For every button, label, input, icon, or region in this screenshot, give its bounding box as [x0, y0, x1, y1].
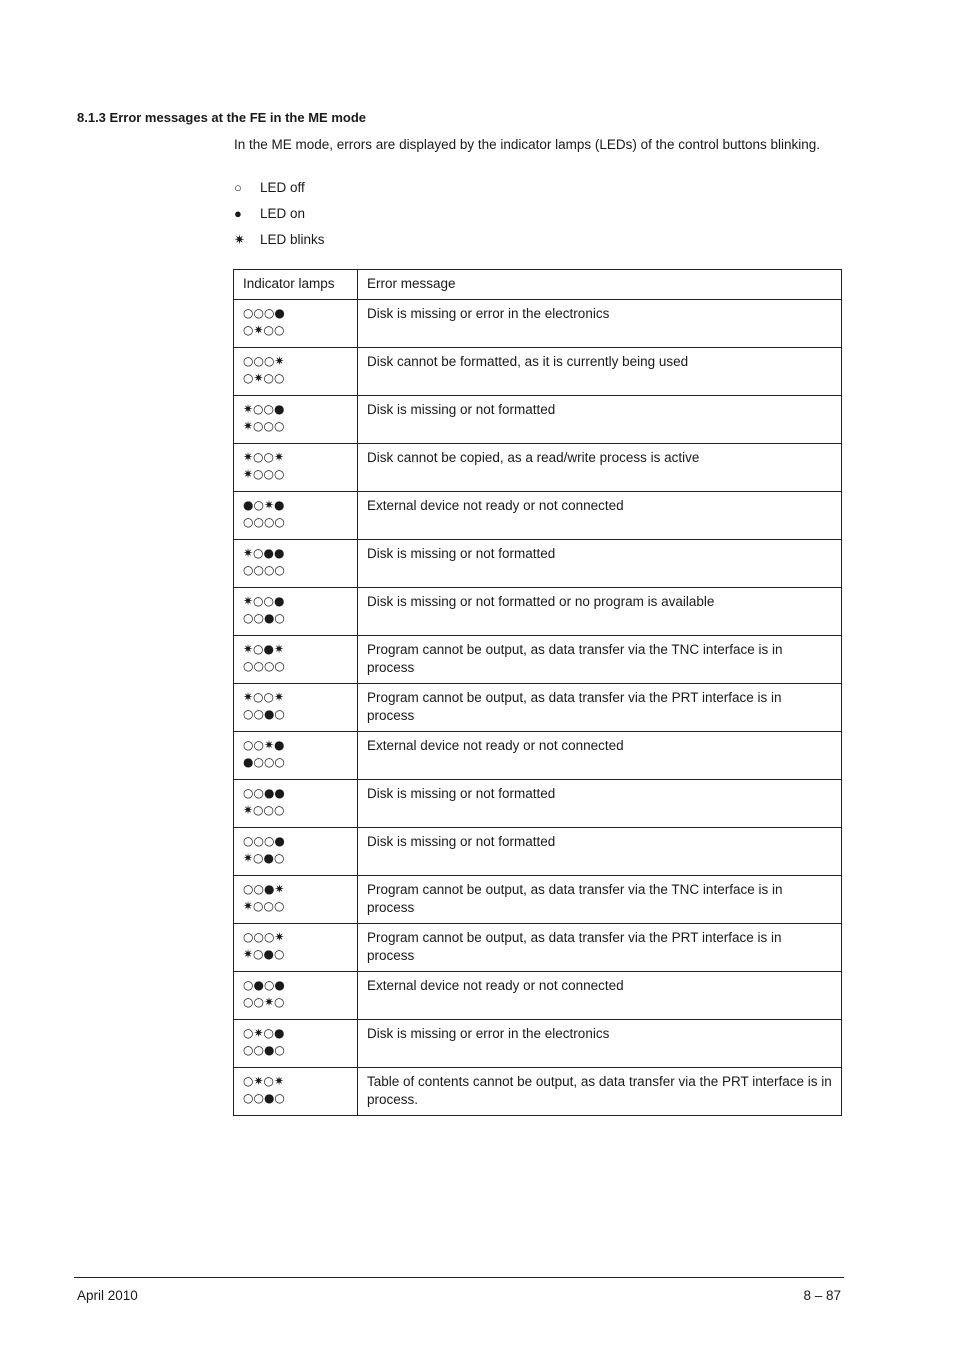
error-message-cell: External device not ready or not connected: [358, 732, 842, 780]
led-blink-icon: ✷: [234, 232, 245, 247]
table-row: [234, 972, 842, 1020]
error-message-cell: Disk is missing or not formatted: [358, 780, 842, 828]
table-row: [234, 540, 842, 588]
legend-item-off: [234, 178, 325, 204]
table-row: [234, 732, 842, 780]
error-message-cell: Program cannot be output, as data transfer via the TNC interface is in process: [358, 636, 842, 684]
lamp-pattern-top: ○○○✷: [243, 930, 285, 944]
error-message-cell: Disk is missing or not formatted: [358, 396, 842, 444]
error-message-cell: Program cannot be output, as data transfer via the PRT interface is in process: [358, 684, 842, 732]
table-row: [234, 588, 842, 636]
indicator-lamps-cell: [234, 684, 358, 732]
table-header-row: [234, 270, 842, 300]
table-row: [234, 876, 842, 924]
lamp-pattern-bottom: ○○○○: [243, 515, 285, 529]
table-row: [234, 444, 842, 492]
table-row: [234, 1068, 842, 1116]
error-message-table: [233, 269, 842, 1116]
indicator-lamps-cell: [234, 828, 358, 876]
legend-label: LED on: [260, 206, 306, 221]
table-row: [234, 396, 842, 444]
led-legend: [234, 178, 325, 256]
lamp-pattern-bottom: ○○✷○: [243, 995, 285, 1009]
lamp-pattern-top: ○○○✷: [243, 354, 285, 368]
indicator-lamps-cell: [234, 780, 358, 828]
table-row: [234, 828, 842, 876]
indicator-lamps-cell: [234, 492, 358, 540]
lamp-pattern-top: ○✷○✷: [243, 1074, 285, 1088]
lamp-pattern-top: ✷○○✷: [243, 450, 285, 464]
error-message-cell: Disk is missing or not formatted: [358, 540, 842, 588]
table-row: [234, 924, 842, 972]
table-row: [234, 492, 842, 540]
legend-label: LED blinks: [260, 232, 325, 247]
lamp-pattern-top: ●○✷●: [243, 498, 285, 512]
error-message-cell: Disk cannot be copied, as a read/write process is active: [358, 444, 842, 492]
lamp-pattern-top: ○○●✷: [243, 882, 285, 896]
lamp-pattern-top: ✷○○●: [243, 594, 285, 608]
lamp-pattern-bottom: ○○●○: [243, 1091, 285, 1105]
table-row: [234, 684, 842, 732]
column-header-error-message: Error message: [358, 270, 842, 300]
indicator-lamps-cell: [234, 1020, 358, 1068]
led-off-icon: ○: [234, 180, 242, 195]
lamp-pattern-top: ○✷○●: [243, 1026, 285, 1040]
lamp-pattern-top: ○○○●: [243, 834, 285, 848]
lamp-pattern-bottom: ✷○●○: [243, 851, 285, 865]
error-message-cell: Disk cannot be formatted, as it is currently being used: [358, 348, 842, 396]
lamp-pattern-top: ✷○●●: [243, 546, 285, 560]
lamp-pattern-bottom: ○✷○○: [243, 323, 285, 337]
lamp-pattern-top: ○○●●: [243, 786, 285, 800]
page-number: 8 – 87: [803, 1288, 841, 1303]
error-message-cell: Disk is missing or not formatted or no program is available: [358, 588, 842, 636]
lamp-pattern-bottom: ✷○○○: [243, 467, 285, 481]
lamp-pattern-bottom: ○○●○: [243, 1043, 285, 1057]
table-row: [234, 300, 842, 348]
indicator-lamps-cell: [234, 972, 358, 1020]
lamp-pattern-bottom: ○✷○○: [243, 371, 285, 385]
indicator-lamps-cell: [234, 300, 358, 348]
error-message-cell: Disk is missing or error in the electronics: [358, 300, 842, 348]
lamp-pattern-bottom: ○○●○: [243, 707, 285, 721]
lamp-pattern-bottom: ✷○○○: [243, 419, 285, 433]
error-message-cell: External device not ready or not connected: [358, 492, 842, 540]
lamp-pattern-bottom: ○○○○: [243, 659, 285, 673]
lamp-pattern-top: ○●○●: [243, 978, 285, 992]
footer-date: April 2010: [77, 1288, 138, 1303]
indicator-lamps-cell: [234, 876, 358, 924]
footer-divider: [74, 1277, 844, 1278]
error-message-cell: External device not ready or not connected: [358, 972, 842, 1020]
lamp-pattern-bottom: ✷○●○: [243, 947, 285, 961]
intro-paragraph: In the ME mode, errors are displayed by the indicator lamps (LEDs) of the control buttons blinking.: [234, 137, 821, 152]
lamp-pattern-bottom: ●○○○: [243, 755, 285, 769]
lamp-pattern-top: ○○○●: [243, 306, 285, 320]
legend-label: LED off: [260, 180, 305, 195]
lamp-pattern-bottom: ○○●○: [243, 611, 285, 625]
table-row: [234, 636, 842, 684]
table-row: [234, 1020, 842, 1068]
legend-item-on: [234, 204, 325, 230]
indicator-lamps-cell: [234, 396, 358, 444]
indicator-lamps-cell: [234, 444, 358, 492]
table-row: [234, 348, 842, 396]
led-on-icon: ●: [234, 206, 242, 221]
section-heading: 8.1.3 Error messages at the FE in the ME mode: [77, 110, 366, 125]
lamp-pattern-bottom: ✷○○○: [243, 803, 285, 817]
lamp-pattern-top: ✷○○✷: [243, 690, 285, 704]
error-message-cell: Table of contents cannot be output, as data transfer via the PRT interface is in process.: [358, 1068, 842, 1116]
legend-item-blinks: [234, 230, 325, 256]
table-row: [234, 780, 842, 828]
error-message-cell: Program cannot be output, as data transfer via the PRT interface is in process: [358, 924, 842, 972]
lamp-pattern-bottom: ✷○○○: [243, 899, 285, 913]
lamp-pattern-top: ✷○●✷: [243, 642, 285, 656]
indicator-lamps-cell: [234, 588, 358, 636]
error-message-cell: Disk is missing or not formatted: [358, 828, 842, 876]
error-message-cell: Program cannot be output, as data transfer via the TNC interface is in process: [358, 876, 842, 924]
indicator-lamps-cell: [234, 348, 358, 396]
indicator-lamps-cell: [234, 1068, 358, 1116]
lamp-pattern-top: ✷○○●: [243, 402, 285, 416]
lamp-pattern-top: ○○✷●: [243, 738, 285, 752]
error-message-cell: Disk is missing or error in the electronics: [358, 1020, 842, 1068]
indicator-lamps-cell: [234, 924, 358, 972]
indicator-lamps-cell: [234, 732, 358, 780]
column-header-indicator-lamps: Indicator lamps: [234, 270, 358, 300]
indicator-lamps-cell: [234, 636, 358, 684]
indicator-lamps-cell: [234, 540, 358, 588]
lamp-pattern-bottom: ○○○○: [243, 563, 285, 577]
